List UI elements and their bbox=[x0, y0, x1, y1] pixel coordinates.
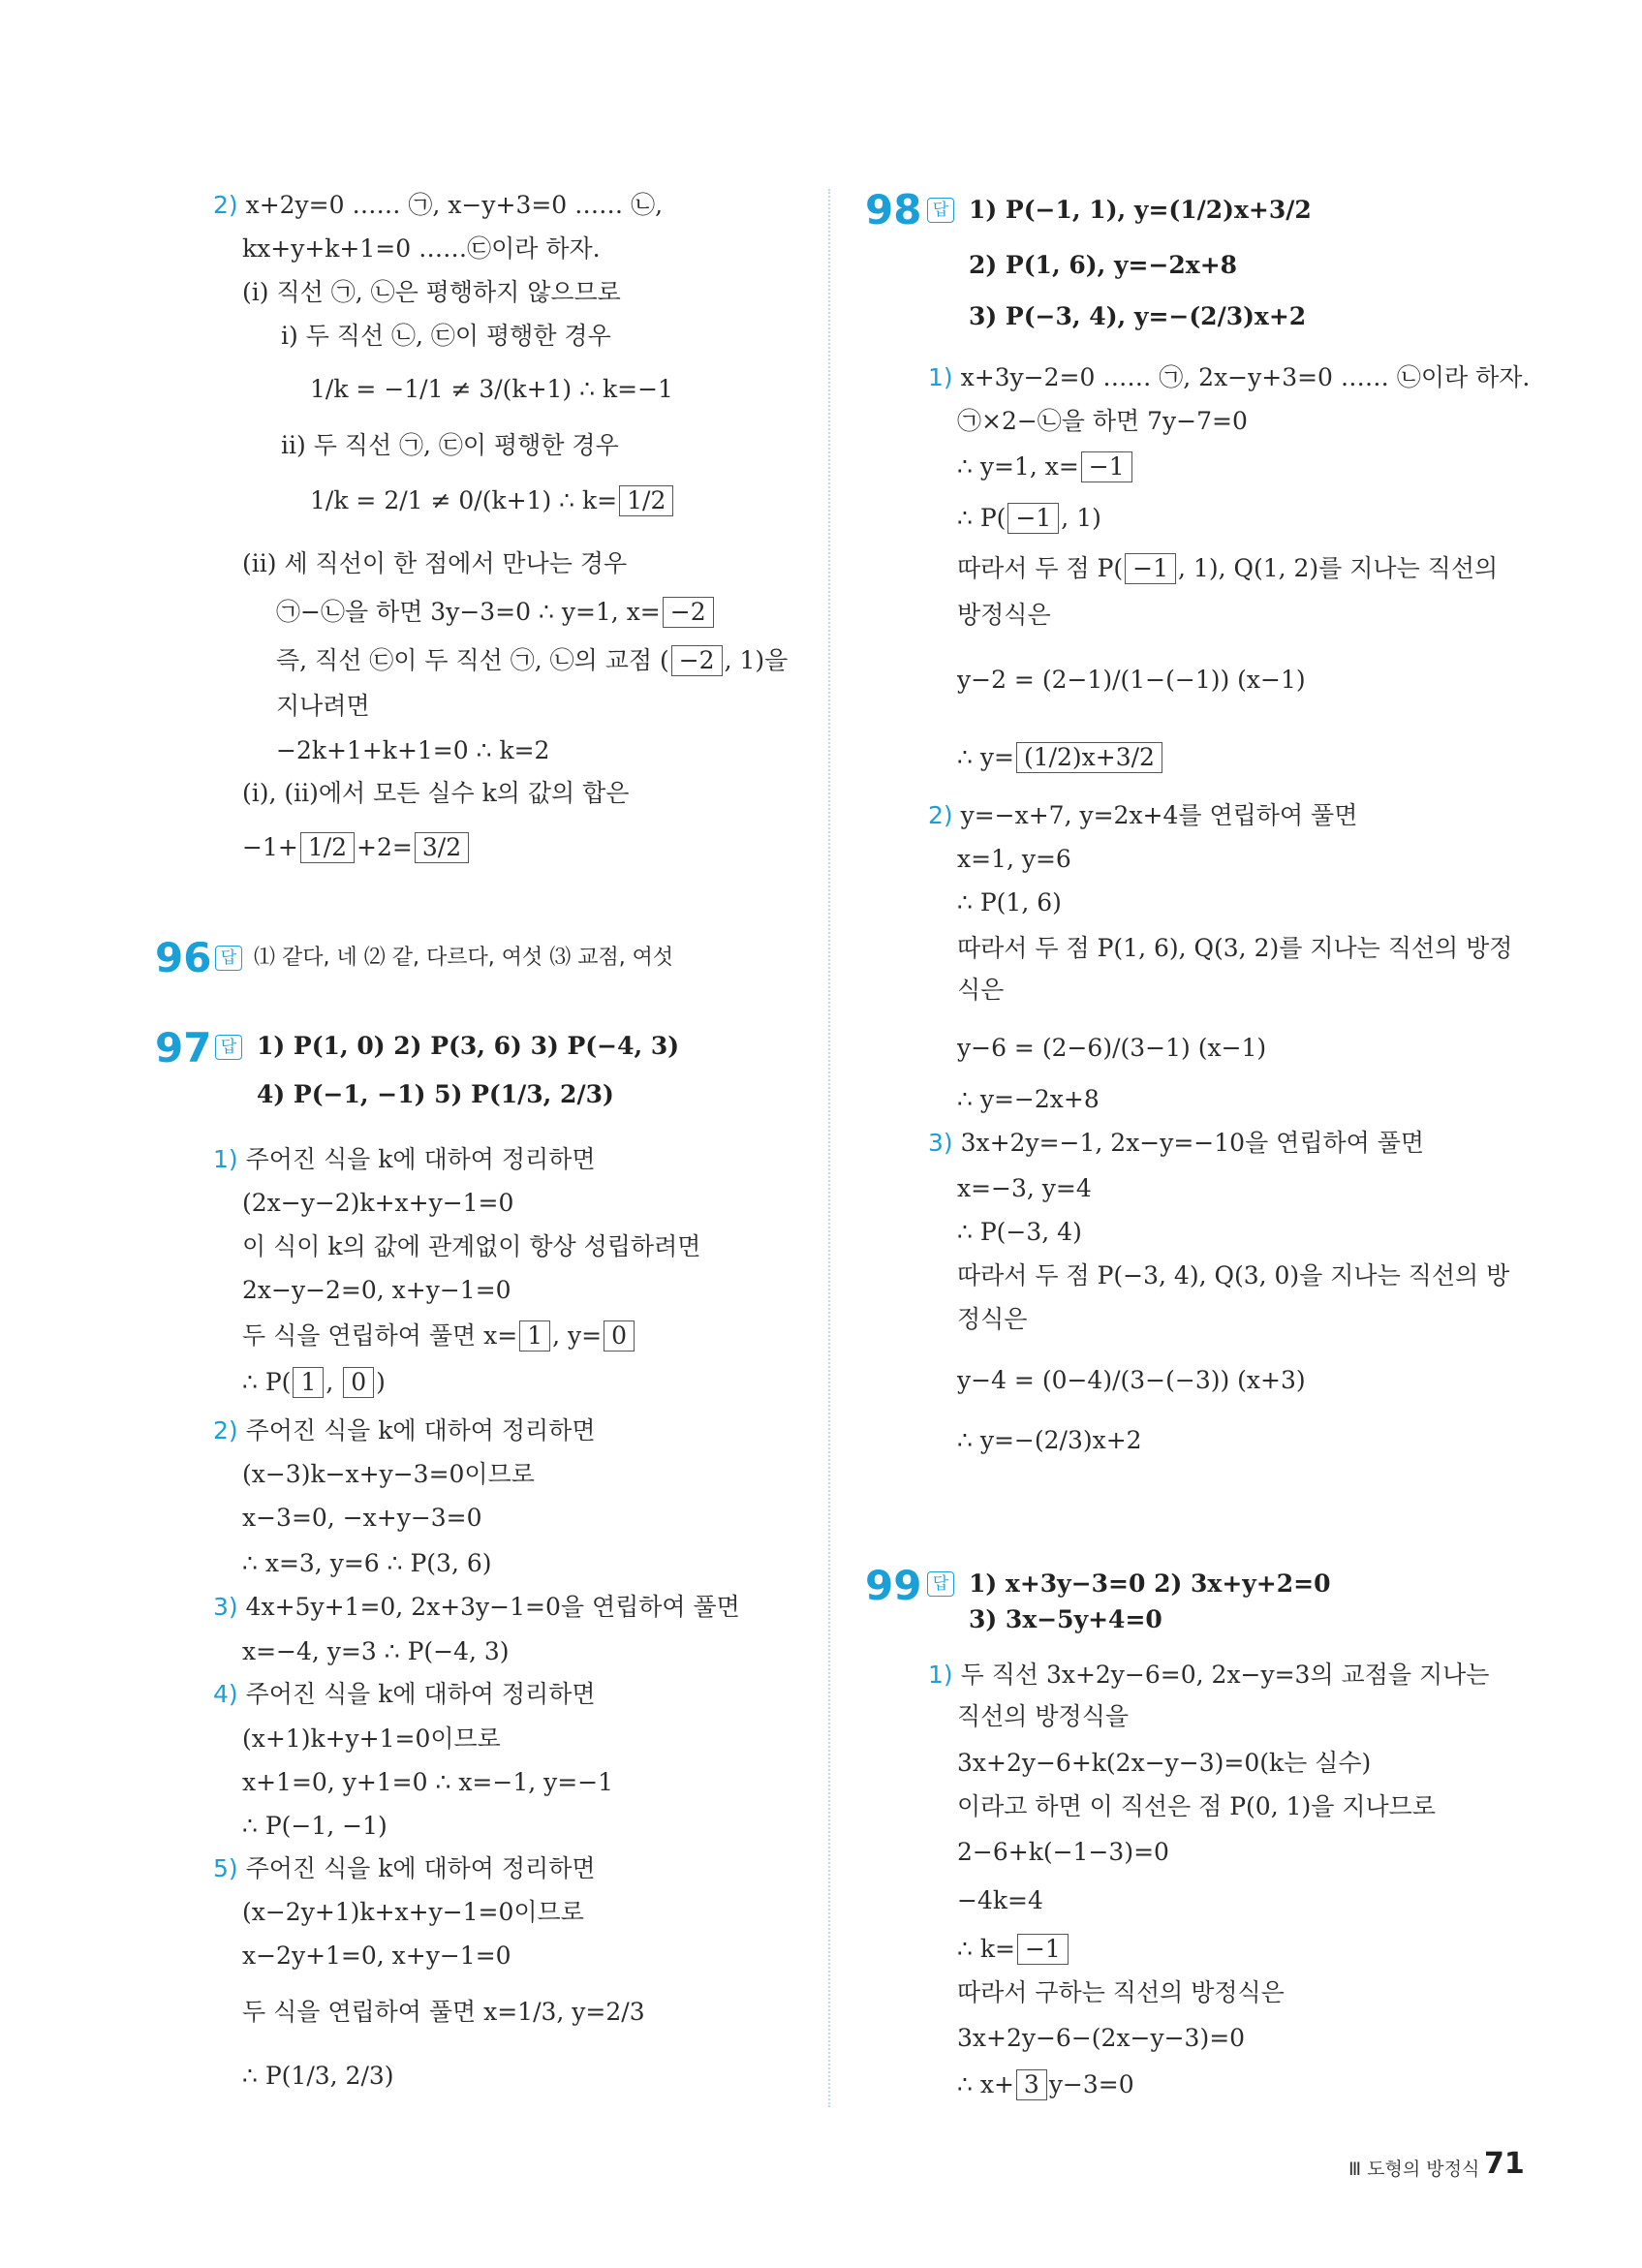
line-text: 답 bbox=[932, 201, 949, 220]
answer-box: 0 bbox=[343, 1367, 374, 1398]
line-text: −4k=4 bbox=[957, 1886, 1043, 1914]
answer-box: 1 bbox=[519, 1320, 550, 1351]
line-text: (ⅱ) 세 직선이 한 점에서 만나는 경우 bbox=[242, 549, 628, 577]
line-text: 답 bbox=[932, 1574, 949, 1594]
right_column-line-34 bbox=[957, 1790, 1436, 1823]
left_column-line-20 bbox=[257, 1078, 614, 1111]
line-text: 2−6+k(−1−3)=0 bbox=[957, 1838, 1169, 1866]
right_column-line-38 bbox=[957, 1976, 1285, 2009]
line-text: ∴ P( bbox=[242, 1368, 292, 1396]
line-text: 2) y=−x+7, y=2x+4를 연립하여 풀면 bbox=[928, 801, 1358, 829]
line-text: 2) 주어진 식을 k에 대하여 정리하면 bbox=[213, 1416, 596, 1445]
line-text: ∴ y=1, x= bbox=[957, 452, 1079, 481]
line-text: 2) x+2y=0 …… ㉠, x−y+3=0 …… ㉡, bbox=[213, 191, 664, 219]
left_column-line-35 bbox=[242, 1766, 613, 1799]
left_column-line-12 bbox=[242, 777, 629, 810]
right_column-line-18 bbox=[957, 1032, 1266, 1065]
line-text: 1) 주어진 식을 k에 대하여 정리하면 bbox=[213, 1145, 596, 1173]
line-text: (x−3)k−x+y−3=0이므로 bbox=[242, 1460, 535, 1488]
right_column-line-10 bbox=[957, 599, 1051, 632]
right_column-line-35 bbox=[957, 1836, 1169, 1869]
line-text: ⑴ 같다, 네 ⑵ 같, 다르다, 여섯 ⑶ 교점, 여섯 bbox=[254, 946, 674, 970]
line-text: , 1), Q(1, 2)를 지나는 직선의 bbox=[1178, 554, 1499, 582]
line-text: ㉠×2−㉡을 하면 7y−7=0 bbox=[957, 407, 1248, 435]
answer-box: 3 bbox=[1016, 2069, 1047, 2100]
left_column-line-2 bbox=[242, 276, 621, 309]
left_column-line-3 bbox=[281, 320, 611, 353]
left_column-line-22 bbox=[242, 1187, 513, 1220]
left_column-line-8 bbox=[276, 596, 716, 629]
left_column-line-9 bbox=[276, 644, 788, 677]
line-text: 이라고 하면 이 직선은 점 P(0, 1)을 지나므로 bbox=[957, 1792, 1436, 1820]
right_column-line-9 bbox=[957, 552, 1498, 585]
right_column-line-32 bbox=[957, 1700, 1129, 1733]
left_column-line-0 bbox=[213, 189, 663, 222]
left_column-line-27 bbox=[213, 1414, 596, 1447]
line-text: 지나려면 bbox=[276, 692, 370, 720]
line-text: , 1)을 bbox=[724, 646, 789, 674]
right_column-line-29 bbox=[969, 1568, 1330, 1600]
right_column-line-15 bbox=[957, 886, 1062, 919]
left_column-line-1 bbox=[242, 233, 601, 265]
line-text: 두 식을 연립하여 풀면 x= bbox=[242, 1321, 518, 1350]
right_column-line-31 bbox=[928, 1659, 1489, 1692]
line-text: (x−2y+1)k+x+y−1=0이므로 bbox=[242, 1898, 584, 1926]
line-text: 따라서 두 점 P(1, 6), Q(3, 2)를 지나는 직선의 방정 bbox=[957, 934, 1513, 962]
right_column-line-6 bbox=[957, 405, 1248, 438]
left_column-line-38 bbox=[242, 1896, 584, 1929]
left_column-line-17 bbox=[155, 1025, 211, 1072]
left_column-line-41 bbox=[242, 2060, 394, 2093]
line-text: 3) 3x+2y=−1, 2x−y=−10을 연립하여 풀면 bbox=[928, 1129, 1425, 1157]
line-text: ∴ P(1, 6) bbox=[957, 888, 1062, 917]
right_column-line-23 bbox=[957, 1259, 1509, 1292]
line-text: 정식은 bbox=[957, 1305, 1028, 1333]
right_column-line-33 bbox=[957, 1747, 1371, 1780]
left_column-line-34 bbox=[242, 1723, 501, 1755]
line-text: y−3=0 bbox=[1048, 2070, 1134, 2098]
line-text: y−6 = (2−6)/(3−1) (x−1) bbox=[957, 1034, 1267, 1062]
line-text: 따라서 두 점 P( bbox=[957, 554, 1124, 582]
left_column-line-5 bbox=[281, 429, 619, 462]
line-text: 답 bbox=[220, 1038, 237, 1057]
right_column-line-12 bbox=[957, 741, 1164, 774]
answer-box: 0 bbox=[604, 1320, 635, 1351]
line-text: 1/k = −1/1 ≠ 3/(k+1) ∴ k=−1 bbox=[310, 375, 673, 403]
right_column-line-24 bbox=[957, 1303, 1027, 1336]
line-text: 4) P(−1, −1) 5) P(1/3, 2/3) bbox=[257, 1080, 614, 1108]
answer-box: −1 bbox=[1081, 451, 1132, 482]
left_column-line-15 bbox=[215, 946, 242, 971]
left_column-line-26 bbox=[242, 1366, 386, 1399]
right_column-line-2 bbox=[969, 194, 1312, 227]
line-text: −1+ bbox=[242, 833, 298, 861]
line-text: 3x+2y−6−(2x−y−3)=0 bbox=[957, 2024, 1246, 2052]
right_column-line-26 bbox=[957, 1424, 1142, 1457]
line-text: 즉, 직선 ㉢이 두 직선 ㉠, ㉡의 교점 ( bbox=[276, 646, 669, 674]
line-text: 2x−y−2=0, x+y−1=0 bbox=[242, 1276, 511, 1304]
line-text: 99 bbox=[865, 1562, 922, 1609]
right_column-line-22 bbox=[957, 1216, 1082, 1249]
line-text: 1) 두 직선 3x+2y−6=0, 2x−y=3의 교점을 지나는 bbox=[928, 1661, 1490, 1689]
answer-box: −1 bbox=[1007, 503, 1059, 534]
right_column-line-36 bbox=[957, 1884, 1043, 1917]
line-text: (ⅰ) 직선 ㉠, ㉡은 평행하지 않으므로 bbox=[242, 278, 621, 306]
right_column-line-3 bbox=[969, 249, 1237, 282]
right_column-line-37 bbox=[957, 1933, 1070, 1966]
line-text: 답 bbox=[220, 948, 237, 968]
line-text: 1/k = 2/1 ≠ 0/(k+1) ∴ k= bbox=[310, 486, 618, 514]
line-text: 3) P(−3, 4), y=−(2/3)x+2 bbox=[969, 302, 1307, 330]
left_column-line-36 bbox=[242, 1810, 387, 1843]
left_column-line-21 bbox=[213, 1143, 596, 1176]
line-text: 5) 주어진 식을 k에 대하여 정리하면 bbox=[213, 1854, 596, 1882]
left_column-line-25 bbox=[242, 1320, 636, 1352]
line-text: 1) P(1, 0) 2) P(3, 6) 3) P(−4, 3) bbox=[257, 1032, 680, 1060]
line-text: ) bbox=[376, 1368, 386, 1396]
right_column-line-21 bbox=[957, 1172, 1092, 1205]
line-text: 96 bbox=[155, 934, 212, 981]
right_column-line-0 bbox=[865, 187, 921, 233]
left_column-line-14 bbox=[155, 935, 211, 981]
line-text: , y= bbox=[552, 1321, 603, 1350]
line-text: ∴ P(−1, −1) bbox=[242, 1812, 387, 1840]
line-text: y−2 = (2−1)/(1−(−1)) (x−1) bbox=[957, 666, 1306, 694]
answer-box: 1 bbox=[293, 1367, 324, 1398]
right_column-line-27 bbox=[865, 1563, 921, 1609]
line-text: ⅰ) 두 직선 ㉡, ㉢이 평행한 경우 bbox=[281, 322, 611, 350]
left_column-line-11 bbox=[276, 734, 549, 767]
left_column-line-31 bbox=[213, 1591, 740, 1624]
line-text: x=−3, y=4 bbox=[957, 1174, 1092, 1202]
line-text: 1) x+3y−2=0 …… ㉠, 2x−y+3=0 …… ㉡이라 하자. bbox=[928, 363, 1531, 391]
right_column-line-25 bbox=[957, 1364, 1306, 1397]
line-text: ∴ P( bbox=[957, 504, 1007, 532]
line-text: y−4 = (0−4)/(3−(−3)) (x+3) bbox=[957, 1366, 1306, 1394]
line-text: x−2y+1=0, x+y−1=0 bbox=[242, 1942, 511, 1970]
line-text: kx+y+k+1=0 ……㉢이라 하자. bbox=[242, 234, 601, 263]
line-text: 이 식이 k의 값에 관계없이 항상 성립하려면 bbox=[242, 1232, 701, 1260]
line-text: 따라서 두 점 P(−3, 4), Q(3, 0)을 지나는 직선의 방 bbox=[957, 1261, 1510, 1289]
answer-box: (1/2)x+3/2 bbox=[1016, 742, 1162, 773]
line-text: ∴ y=−(2/3)x+2 bbox=[957, 1426, 1142, 1454]
column-divider bbox=[828, 189, 830, 2107]
line-text: −2k+1+k+1=0 ∴ k=2 bbox=[276, 736, 550, 764]
right_column-line-16 bbox=[957, 932, 1512, 965]
left_column-line-16 bbox=[254, 942, 673, 975]
right_column-line-4 bbox=[969, 300, 1306, 333]
line-text: 98 bbox=[865, 186, 922, 233]
line-text: 1) P(−1, 1), y=(1/2)x+3/2 bbox=[969, 196, 1312, 224]
answer-box: −1 bbox=[1017, 1934, 1069, 1965]
line-text: 직선의 방정식을 bbox=[957, 1702, 1129, 1730]
line-text: 3) 3x−5y+4=0 bbox=[969, 1605, 1162, 1633]
line-text: (x+1)k+y+1=0이므로 bbox=[242, 1724, 501, 1753]
right_column-line-17 bbox=[957, 974, 1004, 1007]
right_column-line-14 bbox=[957, 843, 1071, 876]
left_column-line-24 bbox=[242, 1274, 511, 1307]
line-text: (2x−y−2)k+x+y−1=0 bbox=[242, 1189, 514, 1217]
line-text: , 1) bbox=[1061, 504, 1101, 532]
right_column-line-7 bbox=[957, 450, 1134, 483]
left_column-line-4 bbox=[310, 373, 673, 406]
line-text: 4) 주어진 식을 k에 대하여 정리하면 bbox=[213, 1680, 596, 1708]
line-text: x+1=0, y+1=0 ∴ x=−1, y=−1 bbox=[242, 1768, 614, 1796]
line-text: ∴ k= bbox=[957, 1935, 1015, 1963]
footer-chapter: Ⅲ 도형의 방정식 bbox=[1348, 2159, 1480, 2180]
line-text: ⅱ) 두 직선 ㉠, ㉢이 평행한 경우 bbox=[281, 431, 619, 459]
answer-box: 3/2 bbox=[415, 832, 469, 863]
left_column-line-23 bbox=[242, 1230, 700, 1263]
right_column-line-11 bbox=[957, 664, 1306, 697]
line-text: 두 식을 연립하여 풀면 x=1/3, y=2/3 bbox=[242, 1998, 645, 2026]
line-text: 1) x+3y−3=0 2) 3x+y+2=0 bbox=[969, 1569, 1331, 1598]
left_column-line-32 bbox=[242, 1635, 510, 1668]
line-text: +2= bbox=[356, 833, 413, 861]
line-text: 방정식은 bbox=[957, 601, 1051, 629]
left_column-line-40 bbox=[242, 1996, 645, 2029]
right_column-line-20 bbox=[928, 1127, 1424, 1160]
left_column-line-18 bbox=[215, 1035, 242, 1060]
right_column-line-30 bbox=[969, 1603, 1162, 1636]
line-text: x−3=0, −x+y−3=0 bbox=[242, 1504, 482, 1532]
line-text: 식은 bbox=[957, 976, 1005, 1004]
right_column-line-13 bbox=[928, 799, 1357, 832]
left_column-line-33 bbox=[213, 1678, 596, 1711]
left_column-line-10 bbox=[276, 690, 370, 723]
right_column-line-40 bbox=[957, 2068, 1134, 2101]
answer-box: −2 bbox=[671, 645, 723, 676]
left_column-line-28 bbox=[242, 1458, 535, 1491]
line-text: 2) P(1, 6), y=−2x+8 bbox=[969, 251, 1238, 279]
line-text: x=1, y=6 bbox=[957, 845, 1071, 873]
line-text: ∴ y=−2x+8 bbox=[957, 1085, 1100, 1113]
line-text: ∴ P(1/3, 2/3) bbox=[242, 2062, 394, 2090]
right_column-line-8 bbox=[957, 502, 1101, 535]
answer-box: −2 bbox=[663, 597, 714, 628]
left_column-line-6 bbox=[310, 484, 675, 517]
left_column-line-30 bbox=[242, 1547, 492, 1580]
right_column-line-5 bbox=[928, 361, 1530, 394]
answer-box: 1/2 bbox=[619, 485, 673, 516]
page-number: 71 bbox=[1484, 2147, 1525, 2181]
line-text: ∴ x+ bbox=[957, 2070, 1014, 2098]
right_column-line-19 bbox=[957, 1083, 1100, 1116]
line-text: x=−4, y=3 ∴ P(−4, 3) bbox=[242, 1637, 510, 1665]
line-text: 97 bbox=[155, 1024, 212, 1072]
line-text: 3) 4x+5y+1=0, 2x+3y−1=0을 연립하여 풀면 bbox=[213, 1593, 740, 1621]
line-text: 3x+2y−6+k(2x−y−3)=0(k는 실수) bbox=[957, 1749, 1372, 1777]
line-text: ∴ y= bbox=[957, 743, 1014, 771]
right_column-line-1 bbox=[927, 198, 954, 223]
left_column-line-29 bbox=[242, 1502, 482, 1535]
right_column-line-28 bbox=[927, 1571, 954, 1597]
line-text: ∴ x=3, y=6 ∴ P(3, 6) bbox=[242, 1549, 492, 1577]
answer-box: 1/2 bbox=[300, 832, 355, 863]
line-text: ㉠−㉡을 하면 3y−3=0 ∴ y=1, x= bbox=[276, 598, 661, 626]
right_column-line-39 bbox=[957, 2022, 1245, 2055]
left_column-line-39 bbox=[242, 1940, 511, 1973]
answer-box: −1 bbox=[1125, 553, 1176, 584]
left_column-line-13 bbox=[242, 831, 471, 864]
line-text: , bbox=[325, 1368, 342, 1396]
line-text: ∴ P(−3, 4) bbox=[957, 1218, 1082, 1246]
line-text: (ⅰ), (ⅱ)에서 모든 실수 k의 값의 합은 bbox=[242, 779, 630, 807]
left_column-line-19 bbox=[257, 1030, 679, 1063]
line-text: 따라서 구하는 직선의 방정식은 bbox=[957, 1978, 1285, 2006]
left_column-line-7 bbox=[242, 547, 627, 580]
left_column-line-37 bbox=[213, 1852, 596, 1885]
